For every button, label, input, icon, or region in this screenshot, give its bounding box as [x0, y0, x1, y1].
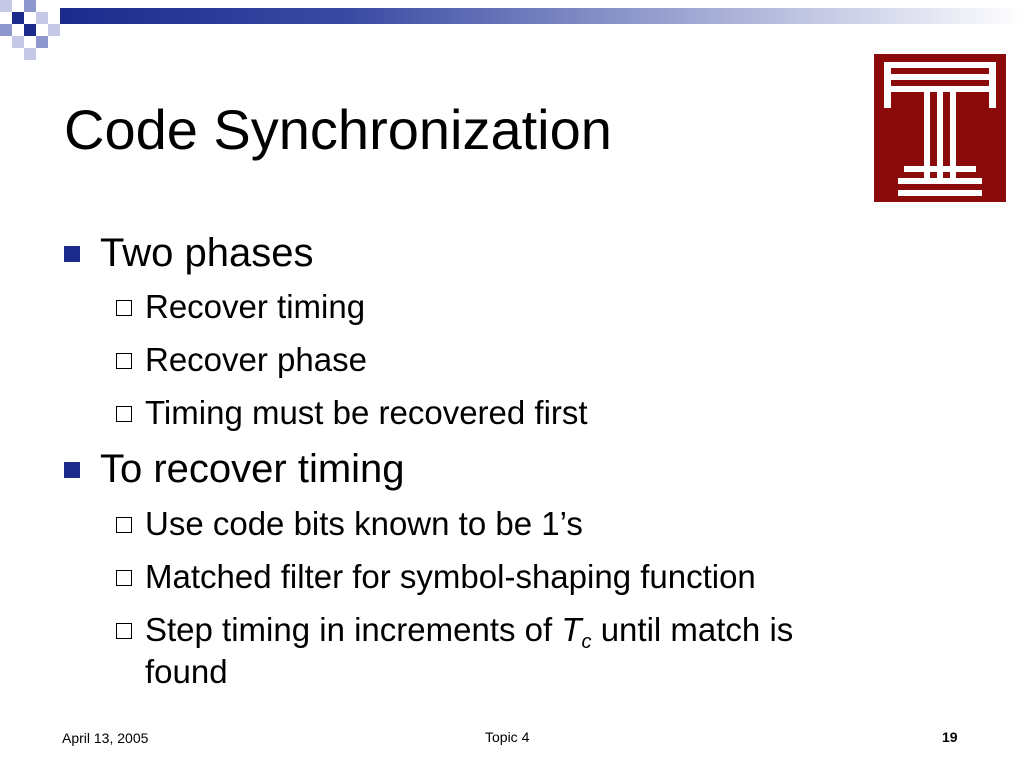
sub-bullet-text: found	[145, 653, 228, 690]
decor-square	[12, 36, 24, 48]
hollow-square-bullet-icon	[116, 406, 132, 422]
bullet-text: To recover timing	[100, 447, 405, 491]
sub-bullet-text: Matched filter for symbol-shaping function	[145, 558, 756, 595]
hollow-square-bullet-icon	[116, 300, 132, 316]
step-text-end: until match is	[591, 611, 794, 648]
sub-bullet-text: Recover phase	[145, 341, 367, 378]
decor-square	[12, 12, 24, 24]
header-decoration	[0, 0, 1024, 62]
decor-square	[0, 24, 12, 36]
header-gradient-bar	[60, 8, 1024, 24]
footer-date: April 13, 2005	[62, 730, 149, 746]
tc-variable: T	[561, 611, 582, 648]
decor-square	[48, 24, 60, 36]
hollow-square-bullet-icon	[116, 353, 132, 369]
page-number: 19	[942, 729, 958, 745]
hollow-square-bullet-icon	[116, 623, 132, 639]
decor-square	[12, 0, 24, 12]
decor-square	[24, 24, 36, 36]
decor-square	[0, 0, 12, 12]
sub-bullet-text	[145, 610, 793, 655]
square-bullet-icon	[64, 462, 80, 478]
decor-square	[36, 12, 48, 24]
decor-square	[24, 48, 36, 60]
sub-bullet-text: Recover timing	[145, 288, 366, 325]
university-logo-icon	[874, 54, 1006, 202]
decor-square	[36, 36, 48, 48]
step-text-start: Step timing in increments of	[145, 611, 562, 648]
sub-bullet-text: Timing must be recovered first	[145, 394, 588, 431]
hollow-square-bullet-icon	[116, 570, 132, 586]
hollow-square-bullet-icon	[116, 517, 132, 533]
slide-title: Code Synchronization	[64, 98, 612, 161]
sub-bullet-text: Use code bits known to be 1’s	[145, 505, 583, 542]
tc-subscript: c	[581, 631, 592, 653]
bullet-text: Two phases	[100, 231, 314, 275]
footer-topic: Topic 4	[485, 729, 530, 745]
square-bullet-icon	[64, 246, 80, 262]
decor-square	[24, 0, 36, 12]
